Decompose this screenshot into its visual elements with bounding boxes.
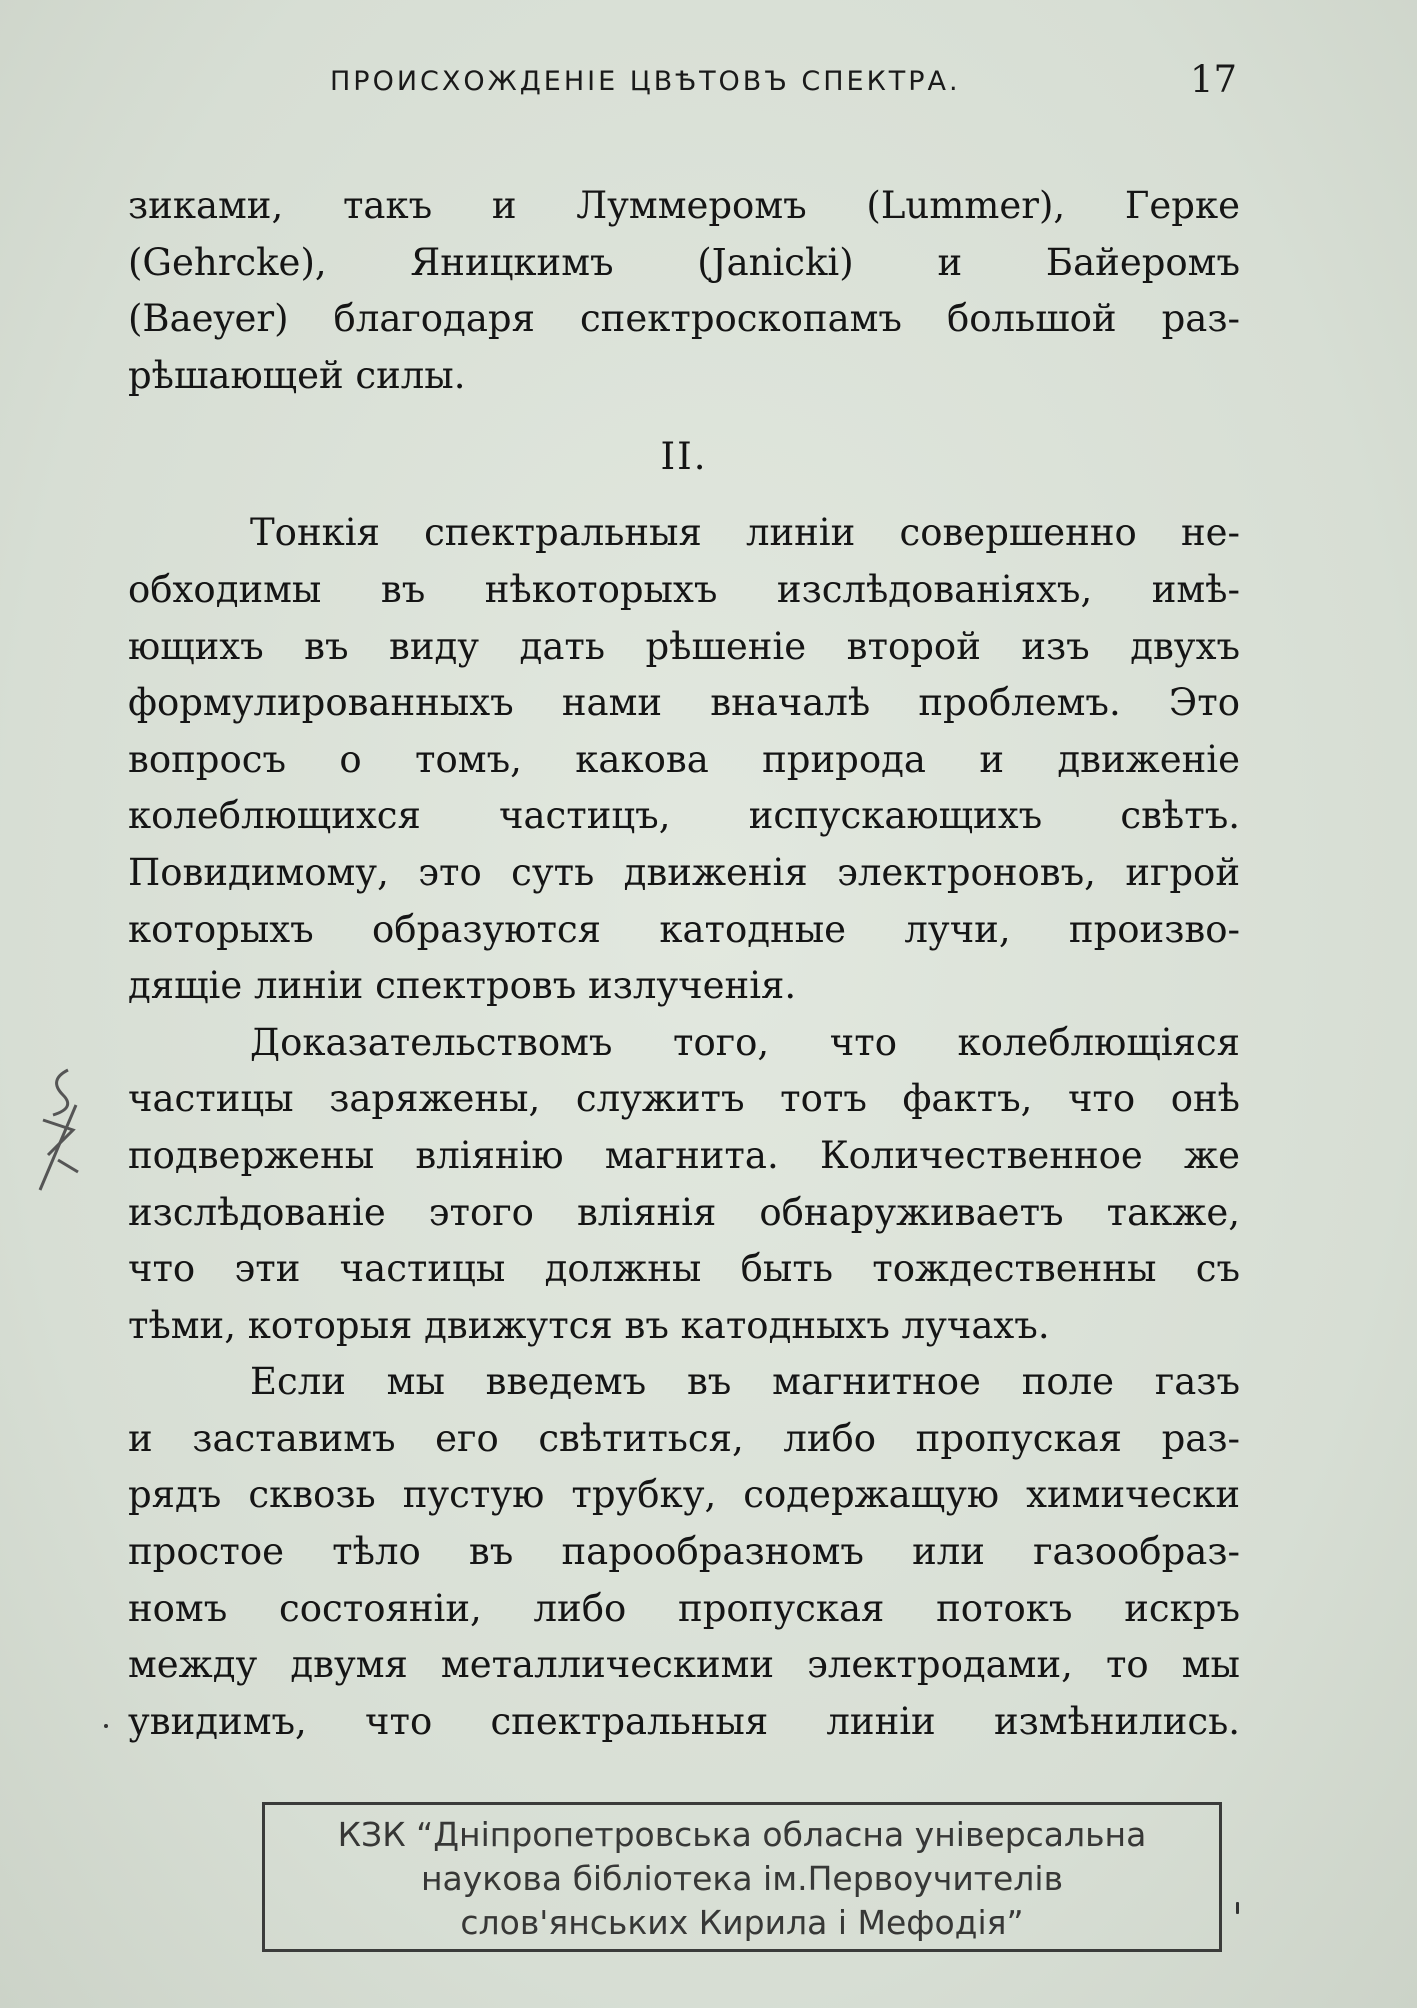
paragraph: [128, 1354, 1240, 1750]
text-line: рѣшающей силы.: [128, 353, 466, 397]
text-line: вопросъ о томъ, какова природа и движеніе: [128, 737, 1240, 781]
text-line: обходимы въ нѣкоторыхъ изслѣдованіяхъ, имѣ-: [128, 567, 1240, 611]
text-line: зиками, такъ и Луммеромъ (Lummer), Герке: [128, 184, 1240, 227]
paragraph: [128, 178, 1240, 404]
stamp-line: наукова бібліотека ім.Первоучителів: [420, 1859, 1064, 1898]
text-line: которыхъ образуются катодные лучи, произво-: [128, 907, 1240, 951]
stamp-line: слов'янських Кирила і Мефодія”: [460, 1903, 1024, 1942]
body-text: [128, 178, 1240, 1750]
text-line: частицы заряжены, служитъ тотъ фактъ, что онѣ: [128, 1077, 1240, 1121]
text-line: (Baeyer) благодаря спектроскопамъ большой раз-: [128, 297, 1240, 341]
text-line: увидимъ, что спектральныя линіи измѣнились.: [128, 1699, 1240, 1743]
text-line: Тонкія спектральныя линіи совершенно не-: [250, 511, 1240, 555]
stamp-line: КЗК “Дніпропетровська обласна універсальна: [337, 1815, 1147, 1854]
paragraph: [128, 505, 1240, 1014]
text-line: тѣми, которыя движутся въ катодныхъ лучахъ.: [128, 1303, 1050, 1347]
text-line: простое тѣло въ парообразномъ или газообраз-: [128, 1530, 1240, 1574]
page-number: 17: [1190, 58, 1238, 101]
text-line: и заставимъ его свѣтиться, либо пропуская раз-: [128, 1416, 1240, 1460]
running-title: ПРОИСХОЖДЕНІЕ ЦВѢТОВЪ СПЕКТРА.: [330, 66, 961, 97]
text-line: что эти частицы должны быть тождественны съ: [128, 1247, 1240, 1291]
text-line: подвержены вліянію магнита. Количественное же: [128, 1133, 1240, 1177]
section-heading: II.: [660, 435, 708, 479]
paragraph: [128, 1015, 1240, 1355]
text-line: между двумя металлическими электродами, то мы: [128, 1643, 1240, 1687]
text-line: колеблющихся частицъ, испускающихъ свѣтъ.: [128, 794, 1240, 838]
text-line: Доказательствомъ того, что колеблющіяся: [250, 1020, 1240, 1064]
text-line: Если мы введемъ въ магнитное поле газъ: [250, 1360, 1240, 1404]
text-line: Повидимому, это суть движенія электроновъ, игрой: [128, 850, 1240, 894]
text-line: номъ состояніи, либо пропуская потокъ искръ: [128, 1586, 1240, 1630]
paper-speck: [104, 1724, 108, 1728]
paper-speck: [1236, 1902, 1239, 1914]
text-line: формулированныхъ нами вначалѣ проблемъ. Это: [128, 681, 1240, 725]
text-line: дящіе линіи спектровъ излученія.: [128, 964, 797, 1008]
library-stamp: [262, 1802, 1222, 1952]
text-line: (Gehrcke), Яницкимъ (Janicki) и Байеромъ: [128, 240, 1240, 284]
handwritten-shelfmark-icon: [28, 1060, 88, 1200]
text-line: рядъ сквозь пустую трубку, содержащую химически: [128, 1473, 1240, 1517]
text-line: ющихъ въ виду дать рѣшеніе второй изъ двухъ: [128, 624, 1240, 668]
text-line: изслѣдованіе этого вліянія обнаруживаетъ также,: [128, 1190, 1240, 1234]
